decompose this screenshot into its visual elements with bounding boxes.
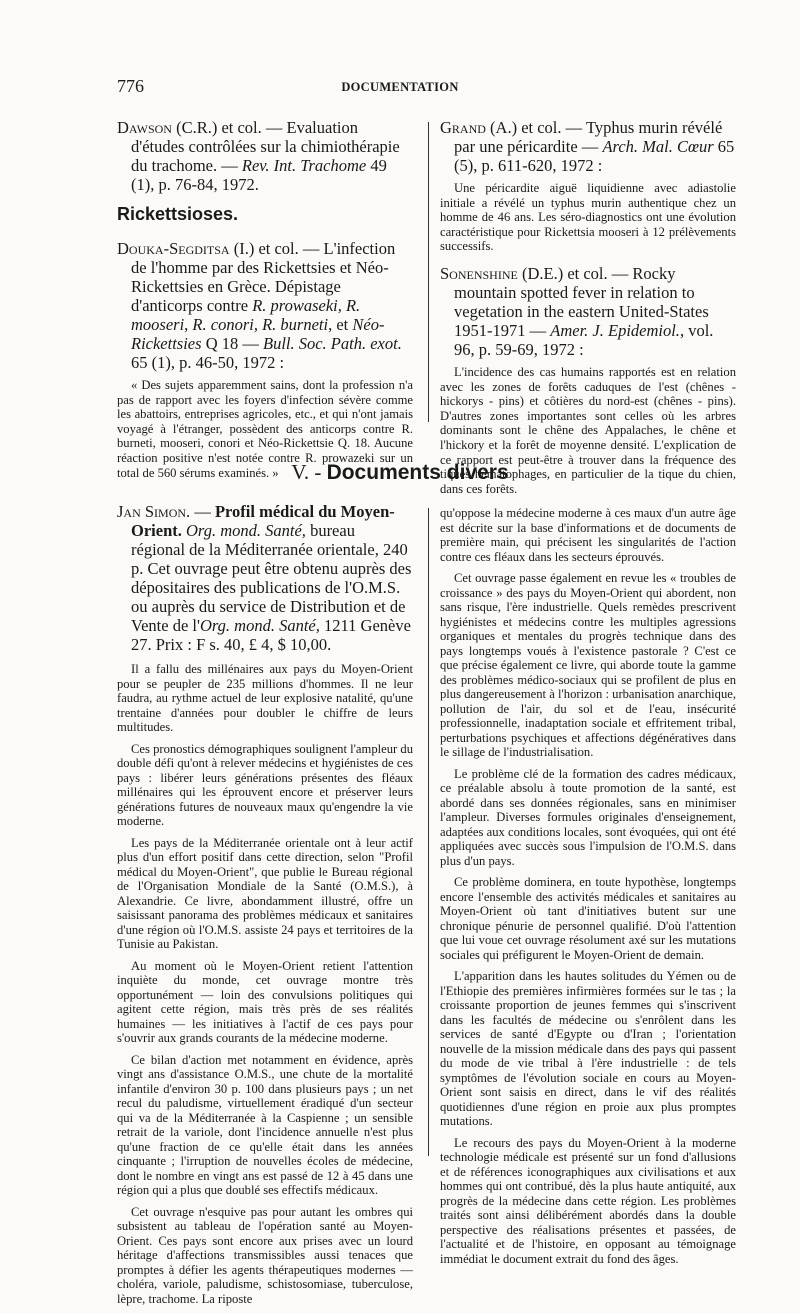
reference-journal: Arch. Mal. Cœur [602, 137, 714, 156]
left-body-text [117, 662, 413, 1306]
paragraph: Cet ouvrage n'esquive pas pour autant les ombres qui subsistent au tableau de l'opération santé au Moyen-Orient. Ces pays sont encore aux prises avec un lourd héritage d'affections transmissibles aussi tenaces que promptes à défier les agents thérapeutiques modernes — choléra, variole, paludisme, schistosomiase, tuberculose, lèpre, trachome. La riposte [117, 1204, 413, 1306]
reference-author: Dawson [117, 118, 172, 137]
paragraph: Ce bilan d'action met notamment en évidence, après vingt ans d'assistance O.M.S., une chute de la mortalité infantile d'environ 30 p. 100 dans plusieurs pays ; un net recul du paludisme, virtuellement éradiqué d'un secteur qui va de la Méditerranée à la Caspienne ; un sensible retrait de la variole, dont l'incidence annuelle n'est plus qu'une fraction de ce qu'elle était dans les années cinquante ; l'irruption de nouvelles écoles de médecine, dont le nombre en vingt ans est passé de 12 à 45 dans une région qui a plus que doublé ses effectifs médicaux. [117, 1052, 413, 1197]
abstract-grand [440, 181, 736, 254]
reference-author: Douka-Segditsa [117, 239, 230, 258]
column-divider-top [428, 122, 429, 422]
reference-title: (D.E.) et col. — Rocky mountain spotted fever in relation to vegetation in the eastern United-States 1951-1971 — [454, 263, 709, 340]
column-divider-bottom [428, 508, 429, 1156]
paragraph: Les pays de la Méditerranée orientale ont à leur actif plus d'un effort positif dans cette direction, selon "Profil médical du Moyen-Orient", que publie le Bureau régional de l'Organisation Mondiale de la Santé (O.M.S.), à Alexandrie. Ce livre, abondamment illustré, offre un saisissant panorama des problèmes médicaux et sanitaires d'une région où l'O.M.S. assiste 24 pays et territoires de la Tunisie au Pakistan. [117, 835, 413, 951]
reference-neo: Néo-Rickettsies [131, 315, 385, 353]
paragraph: Le recours des pays du Moyen-Orient à la moderne technologie médicale est présenté sur un fond d'allusions et de références iconographiques aux civilisations et aux hommes qui ont contribué, dès la plus haute antiquité, aux progrès de la médecine dans cette région. Les problèmes traités sont ainsi délibérément abordés dans la double perspective des réalisations présentes et passées, de l'actualité et de l'histoire, en opposant au témoignage immédiat le document extrait du fond des âges. [440, 1135, 736, 1266]
paragraph: Au moment où le Moyen-Orient retient l'attention inquiète du monde, cet ouvrage montre très opportunément — loin des convulsions politiques qui agitent cette région, mais très près de ses réalités humaines — les initiatives à l'actif de ces pays pour s'ouvrir aux grands courants de la médecine moderne. [117, 958, 413, 1045]
right-body-column [440, 506, 736, 1273]
section-title: Documents divers [326, 461, 509, 484]
book-review-reference [117, 502, 413, 654]
reference-species: R. prowaseki, R. mooseri, R. conori, R. burneti, [131, 296, 361, 334]
right-top-column [440, 118, 736, 506]
paragraph: Il a fallu des millénaires aux pays du Moyen-Orient pour se peupler de 235 millions d'hommes. Il ne leur faudra, au rythme actuel de leur explosive natalité, qu'une trentaine d'années pour doubler le chiffre de leurs multitudes. [117, 662, 413, 734]
running-title: DOCUMENTATION [341, 80, 459, 94]
reference-author: Sonenshine [440, 263, 518, 283]
paragraph: Le problème clé de la formation des cadres médicaux, ce préalable absolu à toute promotion de la santé, est abordé dans ses données régionales, sans en minimiser l'ampleur. Diverses formules originales d'enseignement, adaptées aux conditions locales, sont évoquées, qui ont été appliquées avec succès sous l'impulsion de l'O.M.S. dans plus d'un pays. [440, 766, 736, 868]
left-body-column [117, 502, 413, 1313]
reference-title: (A.) et col. — Typhus murin révélé par une péricardite — [454, 118, 723, 156]
reference-title: (C.R.) et col. — Evaluation d'études contrôlées sur la chimiothérapie du trachome. — [131, 118, 400, 175]
review-organization: Org. mond. Santé, [181, 521, 306, 540]
reference-title: (I.) et col. — L'infection de l'homme par des Rickettsies et Néo-Rickettsies en Grèce. Dépistage d'anticorps contre [131, 239, 396, 315]
reference-dawson [117, 118, 413, 194]
reference-et: et [332, 315, 353, 334]
reference-douka-segditsa [117, 239, 413, 372]
paragraph: L'apparition dans les hautes solitudes du Yémen ou de l'Ethiopie des premières infirmières formées sur le tas ; la croissante proportion de jeunes femmes qui s'inscrivent dans les facultés de médecine ou s'enrôlent dans les services de santé d'Egypte ou d'Iran ; l'orientation nouvelle de la mission médicale dans des pays qui passent du mode de vie tribal à l'ère industrielle : de tels symptômes de l'évolution sociale en cours au Moyen-Orient sont saisis en direct, dans le vif des réalités quotidiennes d'une région en proie aux plus promptes mutations. [440, 969, 736, 1128]
section-number: V. - [291, 460, 322, 484]
section-heading [0, 460, 800, 485]
page-number: 776 [117, 76, 144, 96]
review-title: Profil médical du Moyen-Orient. [131, 502, 395, 540]
review-author: Jan Simon. [117, 502, 191, 521]
review-details: bureau régional de la Méditerranée orientale, 240 p. Cet ouvrage peut être obtenu auprès des dépositaires des publications de l'O.M.S. ou auprès du service de Distribution et de Vente de l' [131, 521, 412, 635]
paragraph: Ce problème dominera, en toute hypothèse, longtemps encore l'ensemble des activités médicales et sanitaires au Moyen-Orient où tant d'initiatives butent sur une chronique pénurie de personnel qualifié. D'où l'attention que lui voue cet ouvrage résolument axé sur les mutations sociales qui préfigurent le Moyen-Orient de demain. [440, 875, 736, 962]
reference-journal: Amer. J. Epidemiol. [550, 320, 680, 340]
abstract-text: L'incidence des cas humains rapportés est en relation avec les zones de forêts caduques de l'est (chênes - hickorys - pins) et côtières du nord-est (chênes - pins). D'autres zones importantes sont celles où les arbres dominants sont le chêne des Appalaches, le chêne et l'hickory et la forêt de moyenne densité. L'explication de ce rapport est peut-être à trouver dans la fréquence des tiques hématophages, en particulier de la tique du chien, dans ces forêts. [440, 364, 736, 496]
reference-journal: Rev. Int. Trachome [241, 156, 367, 175]
review-price: 1211 Genève 27. Prix : F s. 40, £ 4, $ 10,00. [131, 616, 411, 654]
paragraph: qu'oppose la médecine moderne à ces maux d'un autre âge est décrite sur la base d'informations et de documents de première main, qui précisent les singularités de l'action contre ces fléaux dans les secteurs éprouvés. [440, 506, 736, 564]
review-dash: — [190, 502, 215, 521]
review-organization-2: Org. mond. Santé, [199, 616, 320, 635]
reference-citation: 49 (1), p. 76-84, 1972. [131, 156, 387, 194]
reference-q: Q 18 — [201, 334, 263, 353]
abstract-text: « Des sujets apparemment sains, dont la profession n'a pas de rapport avec les foyers d'infection sévère comme les abattoirs, entreprises agricoles, etc., et qui n'ont jamais voyagé à l'étranger, possèdent des anticorps contre R. burneti, mooseri, conori et Néo-Rickettsie Q. 18. Aucune réaction positive n'est notée contre R. prowazeki sur un total de 560 sérums examinés. » [117, 378, 413, 480]
paragraph: Ces pronostics démographiques soulignent l'ampleur du double défi qu'ont à relever médecins et hygiénistes de ces pays : libérer leurs générations présentes des fléaux millénaires qui les éprouvent encore et préserver leurs générations futures de nouveaux maux qu'engendre la vie moderne. [117, 741, 413, 828]
reference-grand [440, 118, 736, 175]
reference-journal: Bull. Soc. Path. exot. [262, 334, 402, 353]
reference-citation: 65 (5), p. 611-620, 1972 : [454, 137, 735, 175]
reference-sonenshine [440, 264, 736, 359]
paragraph: Cet ouvrage passe également en revue les « troubles de croissance » des pays du Moyen-Orient qui abordent, non sans risque, l'ère industrielle. Quels remèdes prescrivent hygiénistes et médecins contre les multiples agressions organiques et mentales du progrès technique dans des pays longtemps voués à l'existence pastorale ? C'est ce que précise également ce livre, qui aborde toute la gamme des problèmes médico-sociaux qui se profilent de plus en plus dangereusement à l'horizon : urbanisation anarchique, pollution de l'air, du sol et de l'eau, insécurité professionnelle, inadaptation sociale et effritement tribal, perturbations psychiques et affections dégénératives dans le sillage de l'industrialisation. [440, 571, 736, 759]
left-top-column [117, 118, 413, 490]
abstract-text: Une péricardite aiguë liquidienne avec adiastolie initiale a révélé un typhus murin authentique chez un homme de 46 ans. Les séro-diagnostics ont une évolution caractéristique pour Rickettsia mooseri à 12 prélèvements successifs. [440, 181, 736, 254]
reference-citation: 65 (1), p. 46-50, 1972 : [131, 353, 285, 372]
section-title-rickettsioses: Rickettsioses. [117, 204, 239, 224]
reference-citation: , vol. 96, p. 59-69, 1972 : [454, 320, 714, 359]
reference-author: Grand [440, 118, 486, 137]
